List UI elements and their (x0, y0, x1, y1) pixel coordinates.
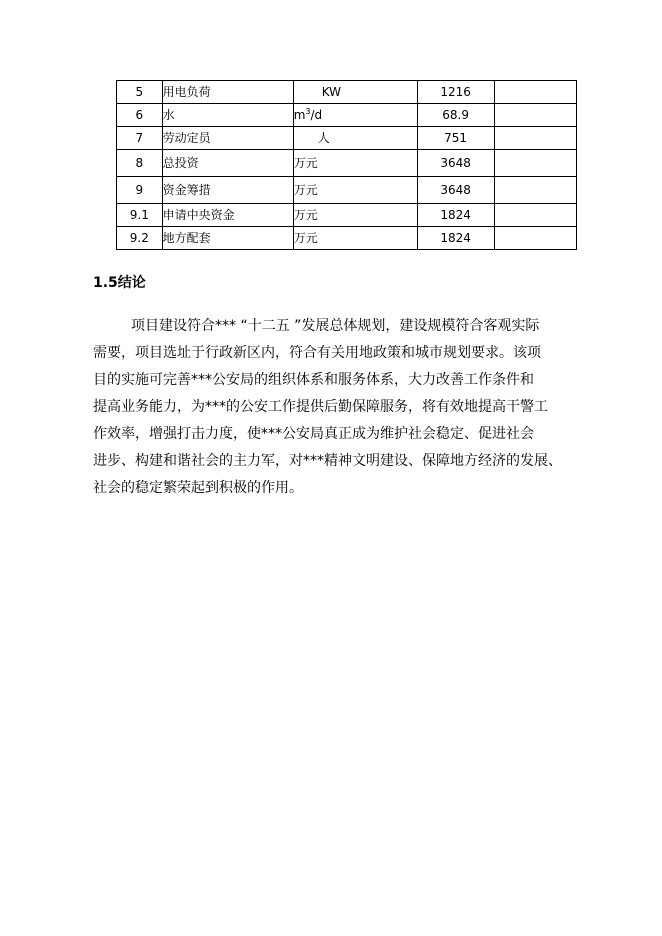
paragraph-line: 社会的稳定繁荣起到积极的作用。 (93, 480, 303, 496)
row-value: 1216 (417, 81, 494, 104)
paragraph-line: 提高业务能力，为***的公安工作提供后勤保障服务，将有效地提高干警工 (93, 399, 548, 415)
row-note (494, 81, 576, 104)
row-number: 5 (117, 81, 163, 104)
row-item-name: 资金筹措 (162, 177, 293, 204)
row-note (494, 127, 576, 150)
row-value: 1824 (417, 227, 494, 250)
row-unit-text: 万元 (293, 208, 318, 222)
table-row (117, 227, 577, 250)
row-unit-base: m (293, 108, 306, 122)
row-unit-text: 万元 (293, 156, 318, 170)
table-row (117, 127, 577, 150)
row-value: 751 (417, 127, 494, 150)
conclusion-paragraph (93, 313, 593, 502)
row-note (494, 177, 576, 204)
row-value: 3648 (417, 177, 494, 204)
row-unit-text: 万元 (293, 231, 318, 245)
indicator-table (116, 80, 577, 250)
row-unit-text: 万元 (293, 183, 318, 197)
row-unit (293, 127, 417, 150)
table-row (117, 104, 577, 127)
row-item-name: 地方配套 (162, 227, 293, 250)
row-unit (293, 177, 417, 204)
row-unit (293, 150, 417, 177)
row-note (494, 204, 576, 227)
row-note (494, 227, 576, 250)
row-unit (293, 104, 417, 127)
row-number: 7 (117, 127, 163, 150)
row-number: 9.2 (117, 227, 163, 250)
row-value: 1824 (417, 204, 494, 227)
row-item-name: 总投资 (162, 150, 293, 177)
paragraph-line: 作效率，增强打击力度，使***公安局真正成为维护社会稳定、促进社会 (93, 426, 534, 442)
row-number: 6 (117, 104, 163, 127)
row-unit-text: KW (321, 85, 342, 99)
row-item-name: 用电负荷 (162, 81, 293, 104)
row-unit (293, 204, 417, 227)
paragraph-line: 项目建设符合*** “十二五 ”发展总体规划，建设规模符合客观实际 (131, 318, 540, 334)
table-row (117, 81, 577, 104)
row-unit (293, 81, 417, 104)
row-number: 9 (117, 177, 163, 204)
row-unit-superscript: 3 (305, 107, 311, 116)
row-unit-text: 人 (317, 131, 330, 145)
paragraph-line: 目的实施可完善***公安局的组织体系和服务体系，大力改善工作条件和 (93, 372, 534, 388)
row-unit (293, 227, 417, 250)
row-value: 3648 (417, 150, 494, 177)
row-number: 9.1 (117, 204, 163, 227)
row-item-name: 水 (162, 104, 293, 127)
row-value: 68.9 (417, 104, 494, 127)
paragraph-line: 进步、构建和谐社会的主力军，对***精神文明建设、保障地方经济的发展、 (93, 453, 562, 469)
row-item-name: 劳动定员 (162, 127, 293, 150)
row-note (494, 150, 576, 177)
table-row (117, 204, 577, 227)
row-unit-suffix: /d (310, 108, 323, 122)
row-number: 8 (117, 150, 163, 177)
row-note (494, 104, 576, 127)
row-item-name: 申请中央资金 (162, 204, 293, 227)
paragraph-line: 需要，项目选址于行政新区内，符合有关用地政策和城市规划要求。该项 (93, 345, 541, 361)
table-row (117, 150, 577, 177)
section-heading: 1.5结论 (93, 275, 146, 291)
table-row (117, 177, 577, 204)
